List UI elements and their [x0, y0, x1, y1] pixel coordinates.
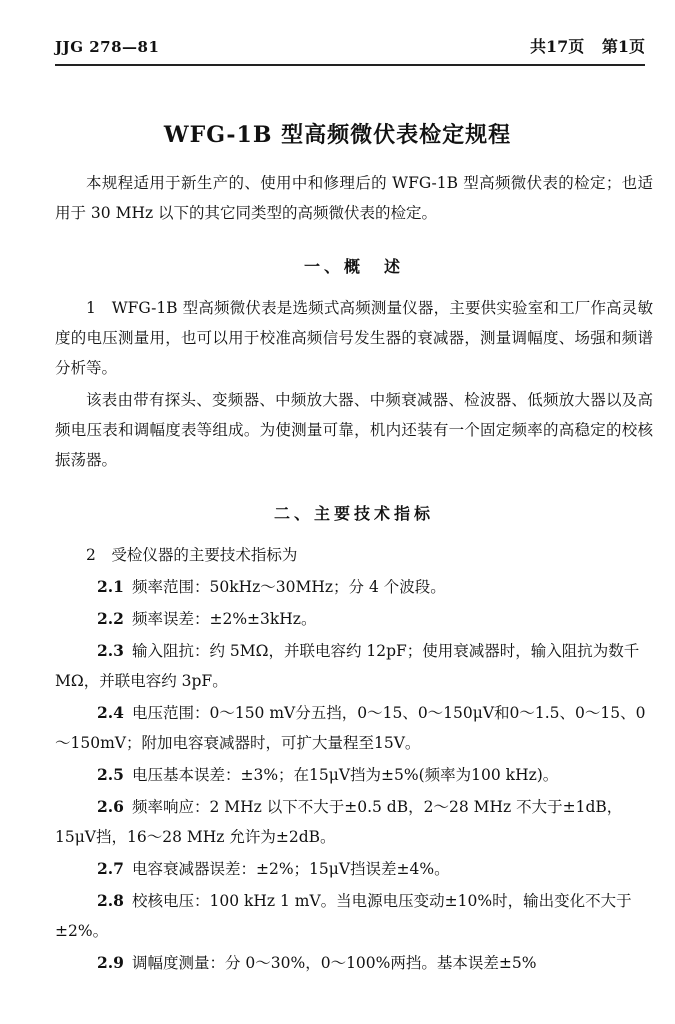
spec-item [55, 792, 653, 852]
spec-number: 2.2 [97, 609, 124, 628]
spec-number: 2.3 [97, 641, 124, 660]
total-pages: 共17页 [530, 37, 585, 56]
document-body [55, 168, 653, 978]
spec-number: 2.4 [97, 703, 124, 722]
specs-lead: 2 受检仪器的主要技术指标为 [86, 546, 298, 564]
page-number: 第1页 [601, 37, 645, 56]
section-heading-overview: 一、概 述 [303, 257, 404, 276]
spec-number: 2.8 [97, 891, 124, 910]
document-title: WFG-1B 型高频微伏表检定规程 [163, 122, 512, 148]
spec-item [55, 572, 653, 602]
spec-text: 输入阻抗：约 5MΩ，并联电容约 12pF；使用衰减器时，输入阻抗为数千MΩ，并联电容约 3pF。 [55, 642, 640, 690]
spec-text: 电压基本误差：±3%；在15μV挡为±5%(频率为100 kHz)。 [131, 766, 559, 784]
spec-number: 2.9 [97, 953, 124, 972]
spec-text: 电压范围：0～150 mV分五挡，0～15、0～150μV和0～1.5、0～15、0～150mV；附加电容衰减器时，可扩大量程至15V。 [55, 704, 646, 752]
spec-item [55, 604, 653, 634]
section-heading-specs: 二、主要技术指标 [273, 504, 434, 523]
spec-number: 2.7 [97, 859, 124, 878]
page-header [55, 30, 645, 58]
spec-text: 频率响应：2 MHz 以下不大于±0.5 dB，2～28 MHz 不大于±1dB，15μV挡，16～28 MHz 允许为±2dB。 [55, 798, 623, 846]
spec-item [55, 636, 653, 696]
spec-number: 2.1 [97, 577, 124, 596]
spec-item [55, 760, 653, 790]
spec-item [55, 698, 653, 758]
spec-text: 频率范围：50kHz～30MHz；分 4 个波段。 [131, 578, 446, 596]
header-rule [55, 64, 645, 66]
intro-paragraph: 本规程适用于新生产的、使用中和修理后的 WFG-1B 型高频微伏表的检定；也适用于 30 MHz 以下的其它同类型的高频微伏表的检定。 [55, 174, 653, 222]
spec-text: 电容衰减器误差：±2%；15μV挡误差±4%。 [131, 860, 450, 878]
spec-text: 校核电压：100 kHz 1 mV。当电源电压变动±10%时，输出变化不大于±2%。 [55, 892, 632, 940]
standard-code: JJG 278—81 [55, 38, 160, 56]
spec-text: 调幅度测量：分 0～30%，0～100%两挡。基本误差±5% [131, 954, 537, 972]
spec-number: 2.6 [97, 797, 124, 816]
spec-text: 频率误差：±2%±3kHz。 [131, 610, 317, 628]
overview-paragraph-1: 1 WFG-1B 型高频微伏表是选频式高频测量仪器，主要供实验室和工厂作高灵敏度的电压测量用，也可以用于校准高频信号发生器的衰减器，测量调幅度、场强和频谱分析等。 [55, 299, 653, 377]
spec-item [55, 854, 653, 884]
page-info [518, 34, 645, 57]
spec-item [55, 886, 653, 946]
spec-item [55, 948, 653, 978]
overview-paragraph-2: 该表由带有探头、变频器、中频放大器、中频衰减器、检波器、低频放大器以及高频电压表和调幅度表等组成。为使测量可靠，机内还装有一个固定频率的高稳定的校核振荡器。 [55, 391, 653, 469]
spec-number: 2.5 [97, 765, 124, 784]
